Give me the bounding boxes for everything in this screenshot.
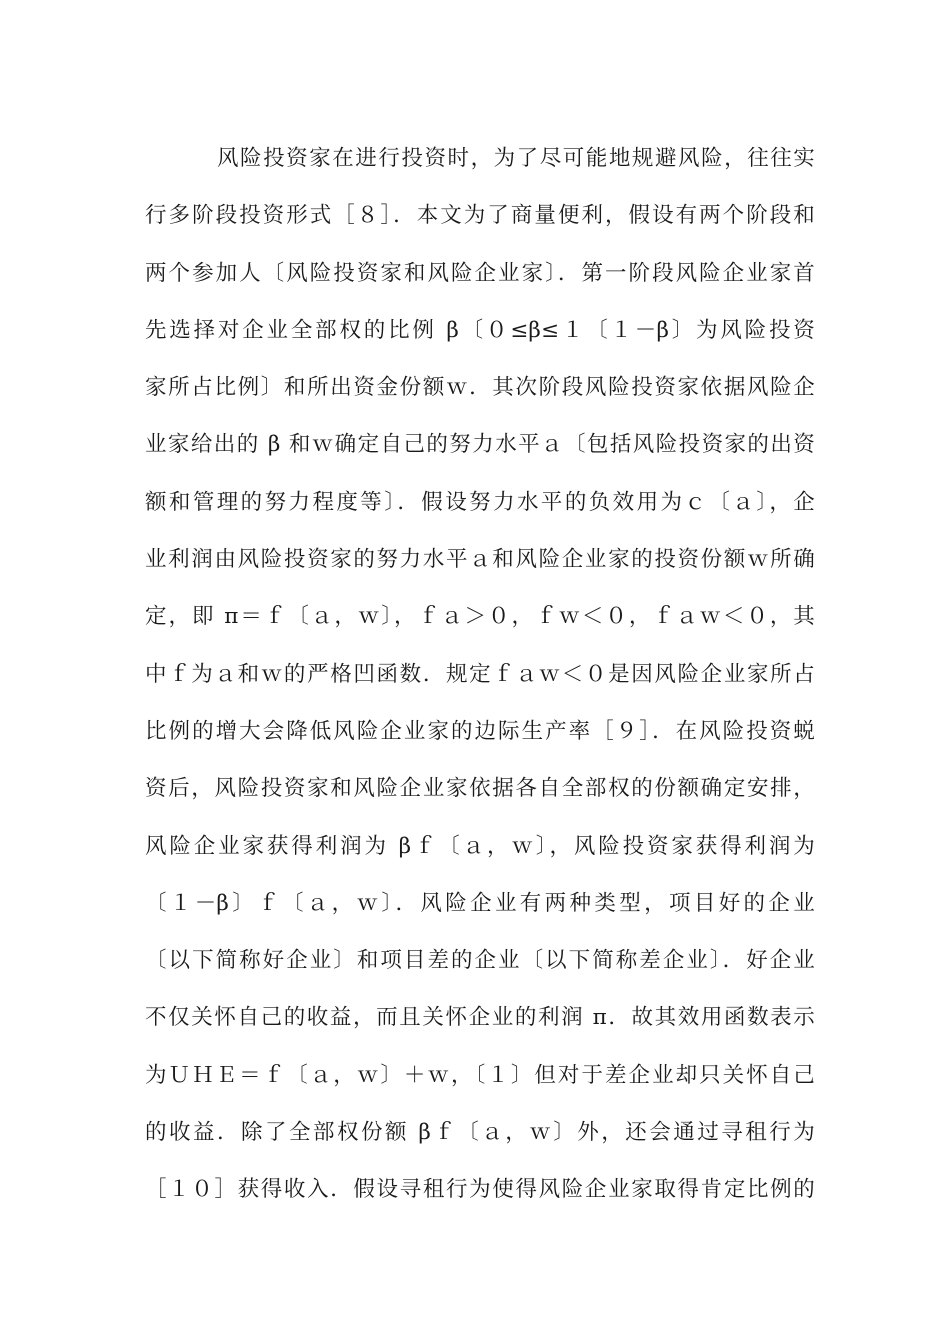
text-line: 两个参加人〔风险投资家和风险企业家〕．第一阶段风险企业家首 (145, 260, 815, 286)
text-line: 业利润由风险投资家的努力水平ａ和风险企业家的投资份额ｗ所确 (145, 547, 815, 573)
text-line: 不仅关怀自己的收益，而且关怀企业的利润 π．故其效用函数表示 (145, 1005, 815, 1031)
text-line: 中ｆ为ａ和ｗ的严格凹函数．规定ｆａｗ＜０是因风险企业家所占 (145, 661, 815, 687)
text-line: 业家给出的 β 和ｗ确定自己的努力水平ａ〔包括风险投资家的出资 (145, 432, 815, 458)
text-line: 额和管理的努力程度等〕．假设努力水平的负效用为ｃ〔ａ〕，企 (145, 489, 815, 515)
text-line: 〔１－β〕ｆ〔ａ，ｗ〕．风险企业有两种类型，项目好的企业 (145, 890, 815, 916)
text-line: 资后，风险投资家和风险企业家依据各自全部权的份额确定安排， (145, 776, 815, 802)
text-line: ［１０］获得收入．假设寻租行为使得风险企业家取得肯定比例的 (145, 1177, 815, 1203)
text-line: 风险企业家获得利润为 βｆ〔ａ，ｗ〕，风险投资家获得利润为 (145, 833, 815, 859)
text-line: 〔以下简称好企业〕和项目差的企业〔以下简称差企业〕．好企业 (145, 948, 815, 974)
text-line: 比例的增大会降低风险企业家的边际生产率［９］．在风险投资蜕 (145, 718, 815, 744)
text-line: 家所占比例〕和所出资金份额ｗ．其次阶段风险投资家依据风险企 (145, 375, 815, 401)
text-line: 行多阶段投资形式［８］．本文为了商量便利，假设有两个阶段和 (145, 203, 815, 229)
text-line: 先选择对企业全部权的比例 β〔０≤β≤１〔１－β〕为风险投资 (145, 317, 815, 343)
text-line: 的收益．除了全部权份额 βｆ〔ａ，ｗ〕外，还会通过寻租行为 (145, 1120, 815, 1146)
text-line: 定，即 π＝ｆ〔ａ，ｗ〕，ｆａ＞０，ｆｗ＜０，ｆａｗ＜０，其 (145, 604, 815, 630)
text-line: 为ＵＨＥ＝ｆ〔ａ，ｗ〕＋ｗ，〔１〕但对于差企业却只关怀自己 (145, 1062, 815, 1088)
text-line: 风险投资家在进行投资时，为了尽可能地规避风险，往往实 (217, 146, 815, 171)
body-paragraph (145, 130, 815, 1219)
